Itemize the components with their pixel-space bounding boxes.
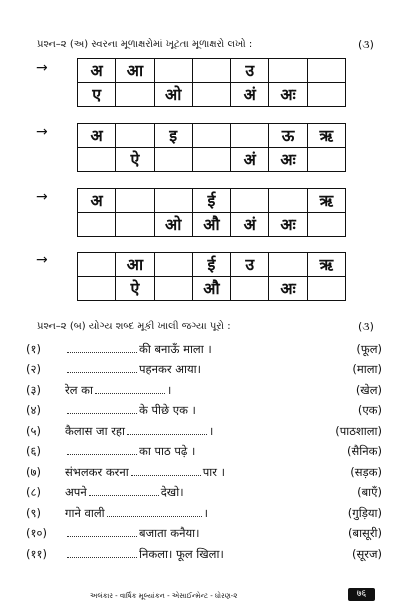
answer-option: (सैनिक)	[347, 444, 382, 458]
grid-cell: आ	[116, 253, 154, 277]
letter-grid-3	[77, 188, 346, 237]
sentence-end: निकला। फूल खिला।	[139, 546, 224, 561]
item-number: (१)	[26, 341, 41, 356]
grid-cell	[192, 124, 230, 148]
sentence-end: के पीछे एक ।	[139, 403, 196, 417]
item-number: (३)	[26, 382, 41, 397]
grid-cell: ए	[78, 83, 116, 107]
sentence-end: देखो।	[160, 485, 184, 499]
grid-row	[78, 148, 346, 172]
grid-row	[78, 253, 346, 277]
blank-line	[89, 494, 159, 496]
grid-cell: अः	[269, 277, 307, 301]
arrow-icon: →	[36, 252, 48, 268]
grid-cell: ओ	[154, 83, 192, 107]
grid-cell	[307, 213, 345, 237]
grid-cell	[154, 253, 192, 277]
list-item	[26, 541, 382, 562]
blank-line	[67, 453, 137, 455]
grid-cell	[78, 277, 116, 301]
fill-in-blanks-list	[26, 336, 382, 562]
grid-cell: औ	[192, 277, 230, 301]
section-a-title: પ્રશ્ન–૨ (અ) સ્વરના મૂળાક્ષરોમાં ખૂટતા મૂળાક્ષરો લખો :	[37, 39, 253, 50]
answer-option: (सड़क)	[350, 464, 382, 479]
letter-grid-4	[77, 252, 346, 301]
grid-cell: उ	[231, 59, 269, 83]
item-sentence	[65, 362, 352, 377]
page-number: ७६	[348, 588, 375, 601]
sentence-end: की बनाऊँ माला ।	[139, 341, 212, 356]
grid-cell	[154, 148, 192, 172]
sentence-start: कैलास जा रहा	[65, 423, 125, 438]
grid-cell: ओ	[154, 213, 192, 237]
blank-line	[131, 474, 201, 476]
grid-cell: अः	[269, 213, 307, 237]
arrow-icon: →	[36, 189, 48, 205]
grid-cell: ऐ	[116, 148, 154, 172]
grid-cell: अं	[231, 213, 269, 237]
grid-cell: अ	[78, 59, 116, 83]
answer-option: (माला)	[352, 362, 382, 376]
item-sentence	[65, 403, 358, 418]
grid-cell: उ	[231, 253, 269, 277]
section-b-title: પ્રશ્ન–૨ (બ) યોગ્ય શબ્દ મૂકી ખાલી જગ્યા પૂરો :	[37, 321, 231, 332]
grid-cell	[231, 189, 269, 213]
blank-line	[67, 535, 137, 537]
blank-line	[67, 412, 137, 414]
grid-cell	[116, 124, 154, 148]
list-item	[26, 521, 382, 542]
item-number: (८)	[26, 485, 41, 499]
grid-cell	[116, 83, 154, 107]
blank-line	[107, 515, 202, 517]
sentence-end: पार ।	[202, 464, 225, 479]
grid-cell: ऋ	[307, 253, 345, 277]
answer-option: (सूरज)	[352, 546, 382, 561]
grid-cell	[307, 277, 345, 301]
sentence-end: पहनकर आया।	[139, 362, 201, 376]
list-item	[26, 377, 382, 398]
item-number: (११)	[26, 546, 47, 561]
sentence-end: ।	[166, 382, 172, 397]
list-item	[26, 500, 382, 521]
grid-cell	[307, 59, 345, 83]
answer-option: (बासूरी)	[348, 526, 382, 540]
item-sentence	[65, 506, 348, 521]
sentence-end: का पाठ पढ़े ।	[139, 444, 196, 458]
grid-cell: ऋ	[307, 189, 345, 213]
list-item	[26, 480, 382, 501]
grid-cell	[192, 83, 230, 107]
grid-cell: अः	[269, 148, 307, 172]
grid-cell: ई	[192, 189, 230, 213]
blank-line	[67, 351, 137, 353]
sentence-end: ।	[203, 505, 208, 520]
grid-cell	[269, 189, 307, 213]
list-item	[26, 398, 382, 419]
section-a-marks: (૩)	[358, 38, 374, 51]
letter-grid-1	[77, 58, 346, 107]
item-sentence	[65, 485, 357, 500]
grid-row	[78, 124, 346, 148]
item-number: (२)	[26, 362, 41, 376]
sentence-start: संभलकर करना	[65, 464, 129, 479]
arrow-icon: →	[36, 124, 48, 140]
blank-line	[67, 371, 137, 373]
grid-cell	[78, 148, 116, 172]
grid-cell	[78, 253, 116, 277]
sentence-start: अपने	[65, 485, 87, 499]
item-sentence	[65, 465, 350, 480]
arrow-icon: →	[36, 60, 48, 76]
item-sentence	[65, 342, 356, 357]
grid-cell: ऋ	[307, 124, 345, 148]
item-sentence	[65, 444, 347, 459]
answer-option: (बाएँ)	[357, 485, 382, 499]
answer-option: (फूल)	[356, 341, 382, 356]
sentence-start: गाने वाली	[65, 505, 105, 520]
list-item	[26, 459, 382, 480]
grid-cell	[231, 277, 269, 301]
grid-cell	[307, 83, 345, 107]
grid-cell: अं	[231, 83, 269, 107]
item-sentence	[65, 547, 352, 562]
grid-cell: अः	[269, 83, 307, 107]
blank-line	[127, 433, 207, 435]
item-number: (५)	[26, 423, 41, 438]
blank-line	[95, 392, 165, 394]
item-sentence	[65, 526, 348, 541]
answer-option: (एक)	[357, 403, 382, 417]
grid-cell: अ	[78, 124, 116, 148]
grid-row	[78, 213, 346, 237]
sentence-start: रेल का	[65, 382, 93, 397]
letter-grid-2	[77, 123, 346, 172]
grid-cell	[154, 277, 192, 301]
sentence-end: बजाता कनैया।	[139, 526, 200, 540]
item-sentence	[65, 424, 335, 439]
answer-option: (पाठशाला)	[335, 423, 382, 438]
grid-cell	[269, 59, 307, 83]
grid-cell	[116, 213, 154, 237]
grid-cell: ई	[192, 253, 230, 277]
item-number: (४)	[26, 403, 41, 417]
grid-cell	[231, 124, 269, 148]
grid-cell: ऊ	[269, 124, 307, 148]
item-number: (१०)	[26, 526, 47, 540]
answer-option: (खेल)	[355, 382, 382, 397]
grid-cell: अं	[231, 148, 269, 172]
list-item	[26, 418, 382, 439]
grid-cell	[269, 253, 307, 277]
grid-cell	[307, 148, 345, 172]
grid-cell: ऐ	[116, 277, 154, 301]
grid-cell	[116, 189, 154, 213]
grid-cell: औ	[192, 213, 230, 237]
blank-line	[67, 556, 137, 558]
grid-row	[78, 189, 346, 213]
answer-option: (गुड़िया)	[347, 505, 382, 520]
grid-cell	[192, 148, 230, 172]
grid-row	[78, 59, 346, 83]
grid-cell	[154, 189, 192, 213]
item-number: (९)	[26, 505, 41, 520]
grid-cell	[154, 59, 192, 83]
list-item	[26, 357, 382, 378]
section-b-marks: (૩)	[358, 320, 374, 333]
grid-row	[78, 83, 346, 107]
grid-row	[78, 277, 346, 301]
list-item	[26, 439, 382, 460]
page-footer: અલંકાર - વાર્ષિક મૂલ્યાંકન - એસાઈન્મેન્ટ - ધોરણ-૨	[90, 592, 238, 600]
grid-cell	[78, 213, 116, 237]
grid-cell: अ	[78, 189, 116, 213]
item-number: (७)	[26, 464, 41, 479]
grid-cell: इ	[154, 124, 192, 148]
grid-cell: आ	[116, 59, 154, 83]
item-number: (६)	[26, 444, 41, 458]
grid-cell	[192, 59, 230, 83]
item-sentence	[65, 383, 356, 398]
sentence-end: ।	[209, 423, 214, 438]
list-item	[26, 336, 382, 357]
